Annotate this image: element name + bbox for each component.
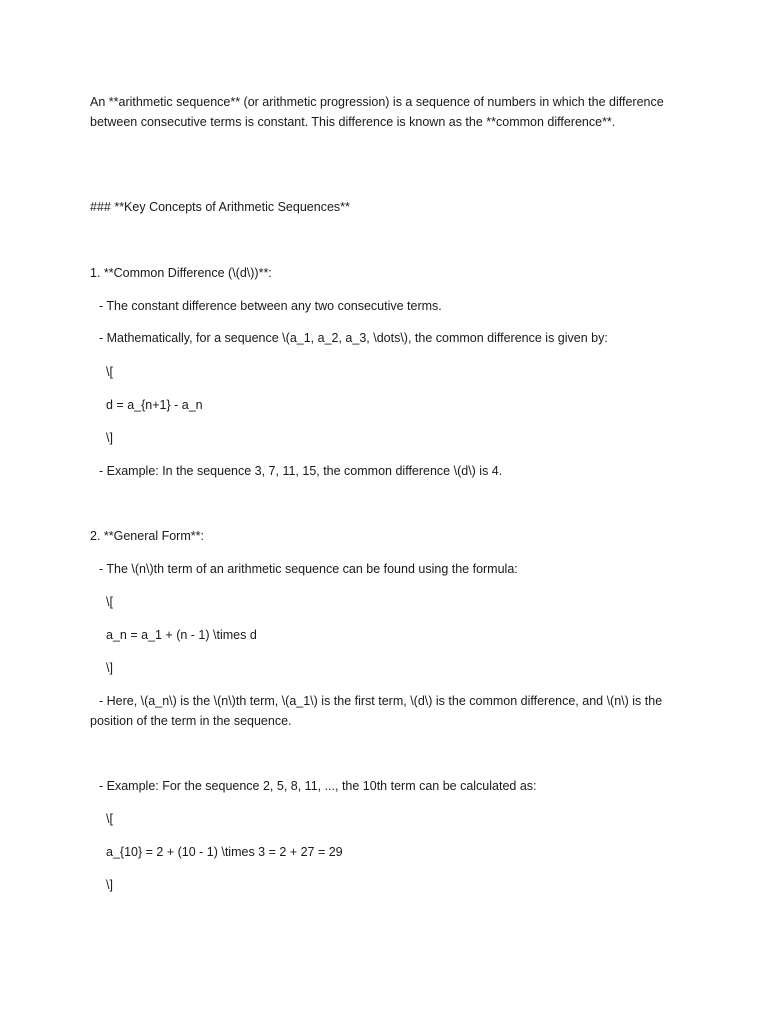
section1-example: - Example: In the sequence 3, 7, 11, 15, the common difference \(d\) is 4. <box>99 464 503 478</box>
intro-paragraph: An **arithmetic sequence** (or arithmetic progression) is a sequence of numbers in which the difference between consecutive terms is constant. This difference is known as the **common difference**. <box>90 95 664 129</box>
section1-formula: d = a_{n+1} - a_n <box>106 398 203 412</box>
section2-math-open: \[ <box>106 595 113 609</box>
section1-title: 1. **Common Difference (\(d\))**: <box>90 266 272 280</box>
section2-formula: a_n = a_1 + (n - 1) \times d <box>106 628 257 642</box>
section1-math-close: \] <box>106 431 113 445</box>
section-heading: ### **Key Concepts of Arithmetic Sequences** <box>90 200 350 214</box>
section2-example: - Example: For the sequence 2, 5, 8, 11, ..., the 10th term can be calculated as: <box>99 779 537 793</box>
section2-example-formula: a_{10} = 2 + (10 - 1) \times 3 = 2 + 27 = 29 <box>106 845 343 859</box>
section1-bullet-definition: - The constant difference between any two consecutive terms. <box>99 299 442 313</box>
section1-math-open: \[ <box>106 365 113 379</box>
section2-example-math-close: \] <box>106 878 113 892</box>
section2-math-close: \] <box>106 661 113 675</box>
section2-explanation: - Here, \(a_n\) is the \(n\)th term, \(a_1\) is the first term, \(d\) is the common difference, and \(n\) is the position of the term in the sequence. <box>90 694 663 728</box>
section2-example-math-open: \[ <box>106 812 113 826</box>
section2-title: 2. **General Form**: <box>90 529 204 543</box>
section1-bullet-formula-intro: - Mathematically, for a sequence \(a_1, a_2, a_3, \dots\), the common difference is given by: <box>99 331 608 345</box>
section2-bullet-formula-intro: - The \(n\)th term of an arithmetic sequence can be found using the formula: <box>99 562 518 576</box>
